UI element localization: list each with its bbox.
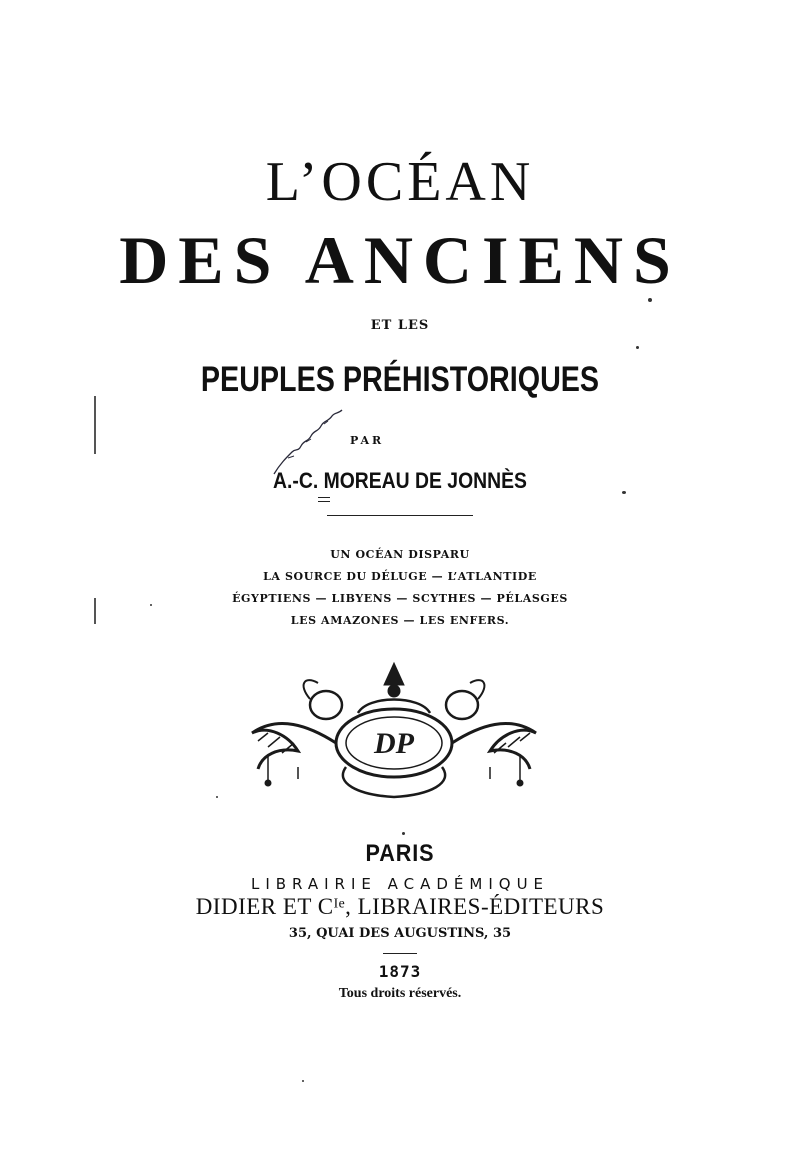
title-line-anciens: DES ANCIENS [119,222,681,298]
short-dash [383,953,417,954]
publisher-vignette [238,655,550,805]
author-name: A.-C. MOREAU DE JONNÈS [273,468,527,493]
subtitle-line: LES AMAZONES — LES ENFERS. [290,614,510,627]
scan-margin-mark [94,396,96,454]
underline-mark-2 [318,501,330,502]
subtitle-line: ÉGYPTIENS — LIBYENS — SCYTHES — PÉLASGES [232,592,568,605]
scan-speck [622,491,626,494]
subtitle-line: UN OCÉAN DISPARU [330,548,470,561]
scan-speck [150,604,152,606]
scan-speck [302,1080,304,1082]
scan-speck [648,298,652,302]
title-line-et-les: ET LES [370,318,430,333]
underline-mark [318,497,330,498]
subtitle-line: LA SOURCE DU DÉLUGE — L’ATLANTIDE [263,570,537,583]
publication-year: 1873 [378,962,422,981]
title-line-ocean: L’OCÉAN [265,151,535,213]
publisher-address: 35, QUAI DES AUGUSTINS, 35 [288,926,512,941]
publisher-city: PARIS [365,840,435,867]
scan-speck [402,832,405,835]
title-line-peuples: PEUPLES PRÉHISTORIQUES [200,360,600,399]
scan-margin-mark [94,598,96,624]
vignette-monogram: DP [374,727,414,760]
subtitles-block [0,544,800,632]
byline-par: PAR [350,434,385,447]
rights-notice: Tous droits réservés. [338,986,462,1001]
scan-speck [636,346,639,349]
publisher-house: LIBRAIRIE ACADÉMIQUE [250,875,550,893]
scan-speck [216,796,218,798]
separator-rule [327,515,473,516]
publisher-firm: DIDIER ET Cᴵᵉ, LIBRAIRES-ÉDITEURS [195,894,605,919]
